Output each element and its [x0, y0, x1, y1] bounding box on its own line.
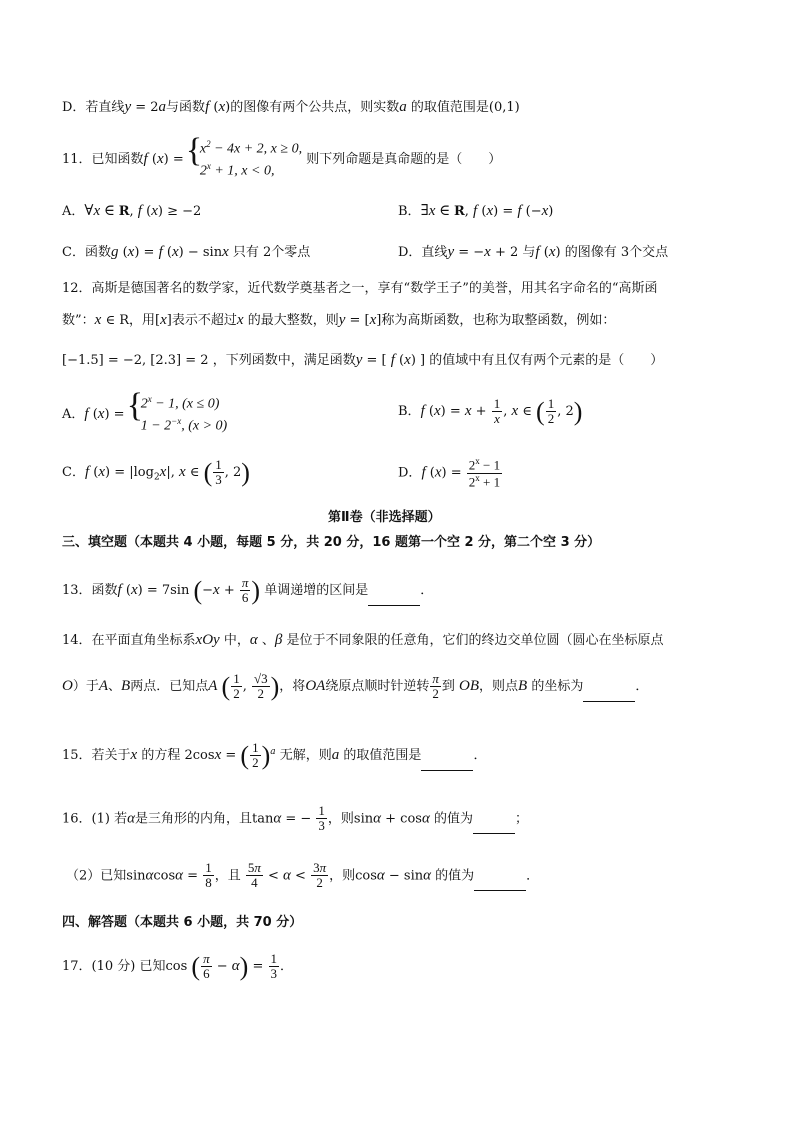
- option-d-line: D．若直线y = 2a与函数f (x)的图像有两个公共点，则实数a 的取值范围是(0,1): [62, 99, 520, 115]
- question-12-line-3: [−1.5] = −2, [2.3] = 2 ，下列函数中，满足函数y = [ f (x) ] 的值域中有且仅有两个元素的是（ ）: [62, 352, 664, 368]
- answer-blank: [583, 689, 635, 702]
- q11-option-b: B．∃x ∈ R, f (x) = f (−x): [398, 203, 554, 219]
- piecewise-definition: { $x^2 - 4x + 2$, x ≥ 0, $2^x + 1$, x < 0,: [188, 138, 302, 181]
- answer-blank: [473, 821, 515, 834]
- question-12-line-1: 12．高斯是德国著名的数学家，近代数学奠基者之一，享有“数学王子”的美誉，用其名字命名的“高斯函: [62, 281, 658, 296]
- piecewise-definition-a: { $2^x - 1$, (x ≤ 0) $1 - 2^{-x}$, (x > 0): [129, 393, 228, 436]
- q12-option-a: A．f (x) = { $2^x - 1$, (x ≤ 0) $1 - 2^{-x}$, (x > 0): [62, 393, 227, 436]
- answer-blank: [474, 878, 526, 891]
- q12-option-c: C．f $(x) = |\log_2x|$, x ∈ ( $\frac{1}{3}$ , 2): [62, 456, 250, 488]
- q12-option-b: B．f (x) = x + $\frac{1}{x}$ , x ∈ ( $\frac{1}{2}$ , 2): [398, 395, 583, 427]
- q12-option-d: D．f (x) = $\frac{2^x - 1}{2^x + 1}$: [398, 456, 501, 489]
- q11-option-d: D．直线y = −x + 2 与f (x) 的图像有 3个交点: [398, 244, 669, 260]
- question-17: 17．(10 分) 已知cos ( $\frac{\pi}{6}$ − α) = $\frac{1}{3}$ ．: [62, 950, 294, 982]
- part-two-heading: 第Ⅱ卷（非选择题）: [328, 510, 441, 525]
- section-four-heading: 四、解答题（本题共 6 小题，共 70 分）: [62, 915, 303, 930]
- answer-blank: [421, 758, 473, 771]
- section-three-heading: 三、填空题（本题共 4 小题，每题 5 分，共 20 分，16 题第一个空 2 分，第二个空 3 分）: [62, 535, 601, 550]
- question-14-line-2: O）于A、B两点．已知点A ( $\frac{1}{2}$ , $\frac{√3}{2}$ )，将OA绕原点顺时针逆转 $\frac{\pi}{2}$ 到 OB，则点B 的坐标为 ．: [62, 670, 649, 702]
- question-12-line-2: 数”：x ∈ R，用[x]表示不超过x 的最大整数，则y = [x]称为高斯函数，也称为取整函数，例如：: [62, 312, 616, 328]
- question-14-line-1: 14．在平面直角坐标系xOy 中，α 、β 是位于不同象限的任意角，它们的终边交单位圆（圆心在坐标原点: [62, 632, 664, 648]
- q11-option-c: C．函数g (x) = f (x) − sinx 只有 2个零点: [62, 244, 311, 260]
- q11-option-a: A．∀x ∈ R, f (x) ≥ −2: [62, 203, 202, 219]
- question-11: 11．已知函数f (x) = { $x^2 - 4x + 2$, x ≥ 0, $2^x + 1$, x < 0, 则下列命题是真命题的是（ ）: [62, 138, 501, 181]
- question-16-part-2: （2）已知sinαcosα = $\frac{1}{8}$ ，且 $\frac{5\pi}{4}$ < α < $\frac{3\pi}{2}$ ，则cosα − sinα 的值为 ．: [66, 860, 540, 891]
- question-15: 15．若关于x 的方程 2cosx = ( $\frac{1}{2}$ )$^a$ 无解，则a 的取值范围是 ．: [62, 739, 487, 771]
- answer-blank: [368, 593, 420, 606]
- question-13: 13．函数f (x) = 7sin (−x + $\frac{\pi}{6}$ ) 单调递增的区间是 ．: [62, 574, 434, 606]
- question-16-part-1: 16．(1) 若α是三角形的内角，且tanα = − $\frac{1}{3}$ ，则sinα + cosα 的值为 ；: [62, 803, 528, 834]
